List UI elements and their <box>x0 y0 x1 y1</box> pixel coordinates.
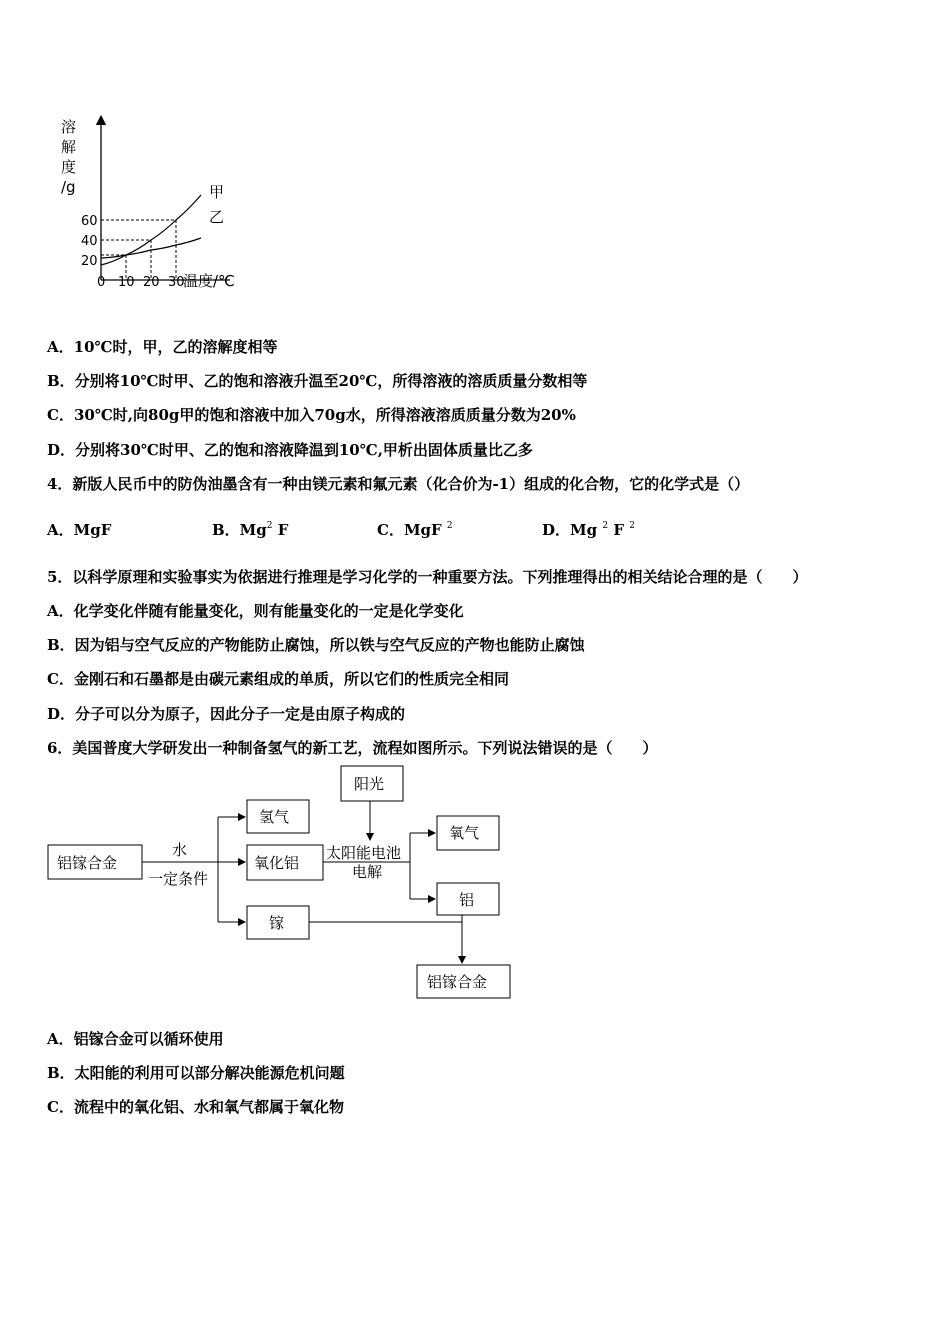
box-alloy-input-label: 铝镓合金 <box>57 854 118 872</box>
box-hydrogen-label: 氢气 <box>259 808 290 826</box>
q5-stem: 5．以科学原理和实验事实为依据进行推理是学习化学的一种重要方法。下列推理得出的相关结论合理的是（ ） <box>47 568 808 586</box>
q6-option-a: A．铝镓合金可以循环使用 <box>47 1030 224 1048</box>
q3-option-c: C．30℃时,向80g甲的饱和溶液中加入70g水，所得溶液溶质质量分数为20% <box>47 406 576 424</box>
box-gallium-label: 镓 <box>269 914 285 932</box>
q3-option-a: A．10℃时，甲，乙的溶解度相等 <box>47 338 278 356</box>
y-label-char-3: 度 <box>61 158 77 176</box>
box-oxygen-label: 氧气 <box>449 824 480 842</box>
q4-option-b-prefix: B．Mg <box>212 521 267 539</box>
q4-option-d-sup-2: 2 <box>629 521 635 531</box>
q4-option-d-mid: F <box>613 521 624 539</box>
series-label-1: 甲 <box>209 183 225 201</box>
q5-option-c: C．金刚石和石墨都是由碳元素组成的单质，所以它们的性质完全相同 <box>47 670 509 688</box>
q5-option-d: D．分子可以分为原子，因此分子一定是由原子构成的 <box>47 705 406 723</box>
solubility-chart <box>55 110 265 300</box>
box-alloy-output-label: 铝镓合金 <box>427 973 488 991</box>
box-sunlight-label: 阳光 <box>354 775 385 793</box>
electrolysis-cell-label: 太阳能电池 <box>326 844 402 862</box>
x-tick-label-3: 20 <box>143 275 160 290</box>
q4-option-d <box>542 519 635 540</box>
y-label-char-4: /g <box>61 178 76 196</box>
condition-text-label: 一定条件 <box>148 870 209 888</box>
q4-option-d-sup-1: 2 <box>602 521 609 531</box>
y-label-char-1: 溶 <box>61 118 77 136</box>
box-aluminum-label: 铝 <box>459 891 475 909</box>
q4-option-b-suffix: F <box>277 521 289 539</box>
x-tick-label-4: 30 <box>168 275 185 290</box>
y-tick-label-3: 60 <box>81 214 98 229</box>
q3-option-d: D．分别将30℃时甲、乙的饱和溶液降温到10℃,甲析出固体质量比乙多 <box>47 441 533 459</box>
condition-water-label: 水 <box>172 841 188 859</box>
q6-option-c: C．流程中的氧化铝、水和氧气都属于氧化物 <box>47 1098 344 1116</box>
q4-option-c <box>377 519 453 540</box>
q4-option-c-prefix: C．MgF <box>377 521 442 539</box>
y-label-char-2: 解 <box>61 138 77 156</box>
q4-option-d-prefix: D．Mg <box>542 521 598 539</box>
q4-option-c-sup: 2 <box>446 521 453 531</box>
y-tick-label-2: 40 <box>81 234 98 249</box>
y-tick-label-1: 20 <box>81 254 98 269</box>
q5-option-a: A．化学变化伴随有能量变化，则有能量变化的一定是化学变化 <box>47 602 464 620</box>
q4-option-b-sup: 2 <box>266 521 273 531</box>
q6-stem: 6．美国普度大学研发出一种制备氢气的新工艺，流程如图所示。下列说法错误的是（ ） <box>47 739 658 757</box>
electrolysis-label: 电解 <box>352 863 383 881</box>
x-tick-label-2: 10 <box>118 275 135 290</box>
q4-stem: 4．新版人民币中的防伪油墨含有一种由镁元素和氟元素（化合价为-1）组成的化合物，它的化学式是（） <box>47 475 750 493</box>
hydrogen-flow-diagram <box>40 760 540 1010</box>
series-label-2: 乙 <box>209 208 225 226</box>
box-alumina-label: 氧化铝 <box>254 854 300 872</box>
q3-option-b: B．分别将10℃时甲、乙的饱和溶液升温至20℃，所得溶液的溶质质量分数相等 <box>47 372 588 390</box>
q6-option-b: B．太阳能的利用可以部分解决能源危机问题 <box>47 1064 345 1082</box>
q4-option-a: A．MgF <box>47 521 112 539</box>
q4-option-b <box>212 519 288 540</box>
x-axis-label: 温度/℃ <box>183 272 235 290</box>
q5-option-b: B．因为铝与空气反应的产物能防止腐蚀，所以铁与空气反应的产物也能防止腐蚀 <box>47 636 585 654</box>
x-tick-label-1: 0 <box>97 275 106 290</box>
